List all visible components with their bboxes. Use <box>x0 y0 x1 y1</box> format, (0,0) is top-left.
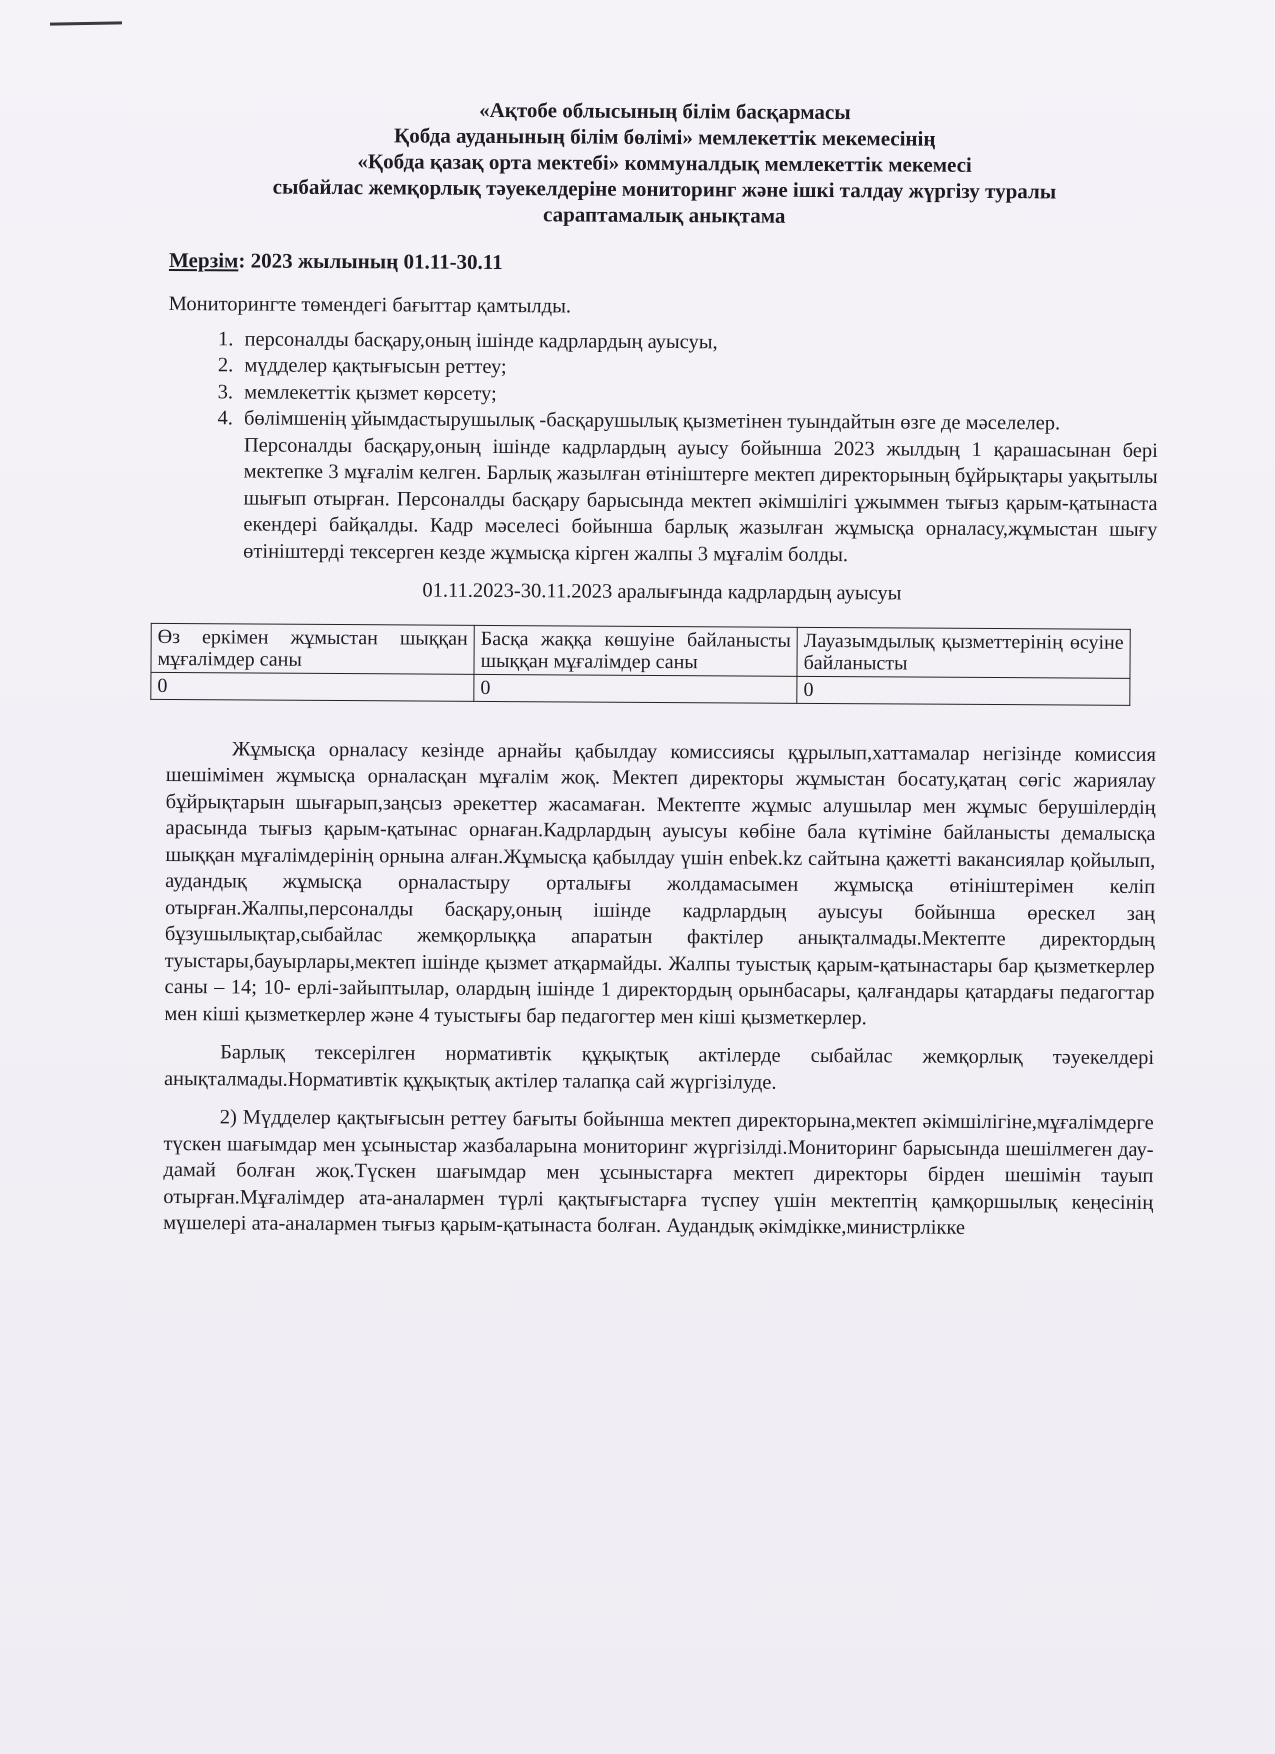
title-line-1: «Ақтобе облысының білім басқармасы <box>479 97 851 125</box>
directions-list <box>168 325 1159 437</box>
title-line-2: Қобда ауданының білім бөлімі» мемлекеттік мекемесінің <box>393 123 936 151</box>
table-header-cell: Лауазымдылық қызметтерінің өсуіне байланысты <box>797 627 1130 678</box>
direction-item: 2. мүдделер қақтығысын реттеу; <box>238 352 1158 384</box>
table-caption: 01.11.2023-30.11.2023 аралығында кадрлардың ауысуы <box>422 579 902 605</box>
intro-text: Мониторингте төмендегі бағыттар қамтылды. <box>168 292 572 318</box>
personnel-paragraph: Персоналды басқару,оның ішінде кадрлардың ауысу бойынша 2023 жылдың 1 қарашасынан бері мектепке 3 мұғалім келген. Барлық жазылған өтініштерге мектеп директорының бұйрықтары уақытылы шығып отырған. Персоналды басқару барысында мектеп әкімшілігі ұжыммен тығыз қарым-қатынаста екендері байқалды. Кадр мәселесі бойынша барлық жазылған жұмысқа орналасу,жұмыстан шығу өтініштерді тексерген кезде жұмысқа кірген жалпы 3 мұғалім болды. <box>243 433 1158 566</box>
title-line-3: «Қобда қазақ орта мектебі» коммуналдық мемлекеттік мекемесі <box>357 149 972 177</box>
title-line-4: сыбайлас жемқорлық тәуекелдеріне мониторинг және ішкі талдау жүргізу туралы <box>272 174 1057 204</box>
hiring-paragraph: Жұмысқа орналасу кезінде арнайы қабылдау комиссиясы құрылып,хаттамалар негізінде комиссия шешімімен жұмысқа орналасқан мұғалім жоқ. Мектеп директоры жұмыстан босату,қатаң сөгіс жариялау бұйрықтарын шығарып,заңсыз әрекеттер жасамаған. Мектепте жұмыс алушылар мен жұмыс берушілердің арасында тығыз қарым-қатынас орнаған.Кадрлардың ауысуы көбіне бала күтіміне байланысты демалысқа шыққан мұғалімдерінің орнына алған.Жұмысқа қабылдау үшін enbek.kz сайтына қажетті вакансиялар қойылып, аудандық жұмысқа орналастыру орталығы жолдамасымен жұмысқа өтініштерімен келіп отырған.Жалпы,персоналды басқару,оның ішінде кадрлардың ауысуы бойынша өрескел заң бұзушылықтар,сыбайлас жемқорлыққа апаратын фактілер анықталмады.Мектепте директордың туыстары,бауырлары,мектеп ішінде қызмет атқармайды. Жалпы туыстық қарым-қатынастары бар қызметкерлер саны – 14; 10- ерлі-зайыптылар, олардың ішінде 1 директордың орынбасары, қалғандары қатардағы педагогтар мен кіші қызметкерлер және 4 туыстығы бар педагогтер мен кіші қызметкерлер. <box>164 737 1157 1029</box>
direction-item: 1. персоналды басқару,оның ішінде кадрлардың ауысуы, <box>238 326 1158 358</box>
term-value: : 2023 жылының 01.11-30.11 <box>238 248 503 275</box>
staff-turnover-table <box>150 622 1130 705</box>
table-header-cell: Өз еркімен жұмыстан шыққан мұғалімдер саны <box>151 623 474 674</box>
acts-paragraph: Барлық тексерілген нормативтік құқықтық актілерде сыбайлас жемқорлық тәуекелдері анықталмады.Нормативтік құқықтық актілер талапқа сай жүргізілуде. <box>163 1041 1155 1094</box>
document-body <box>157 95 1160 1243</box>
term-line <box>169 247 1159 279</box>
corner-pen-mark <box>50 21 122 25</box>
table-cell: 0 <box>797 676 1130 705</box>
conflict-paragraph: 2) Мүдделер қақтығысын реттеу бағыты бойынша мектеп директорына,мектеп әкімшілігіне,мұғалімдерге түскен шағымдар мен ұсыныстар жазбаларына мониторинг жүргізілді.Мониторинг барысында шешілмеген дау-дамай болған жоқ.Түскен шағымдар мен ұсыныстарға мектеп директоры бірден шешімін тауып отырған.Мұғалімдер ата-аналармен түрлі қақтығыстарға түспеу үшін мектептің қамқоршылық кеңесінің мүшелері ата-аналармен тығыз қарым-қатынаста болған. Аудандық әкімдікке,министрлікке <box>163 1106 1154 1239</box>
title-line-5: сараптамалық анықтама <box>543 202 786 228</box>
table-header-row <box>151 623 1130 678</box>
table-cell: 0 <box>474 674 797 703</box>
direction-item: 3. мемлекеттік қызмет көрсету; <box>238 379 1158 411</box>
direction-item: 4. бөлімшенің ұйымдастырушылық -басқарушылық қызметінен туындайтын өзге де мәселелер. <box>238 405 1158 437</box>
term-label: Мерзім <box>168 247 239 273</box>
table-header-cell: Басқа жаққа көшуіне байланысты шыққан мұғалімдер саны <box>474 625 797 676</box>
table-cell: 0 <box>151 672 474 701</box>
